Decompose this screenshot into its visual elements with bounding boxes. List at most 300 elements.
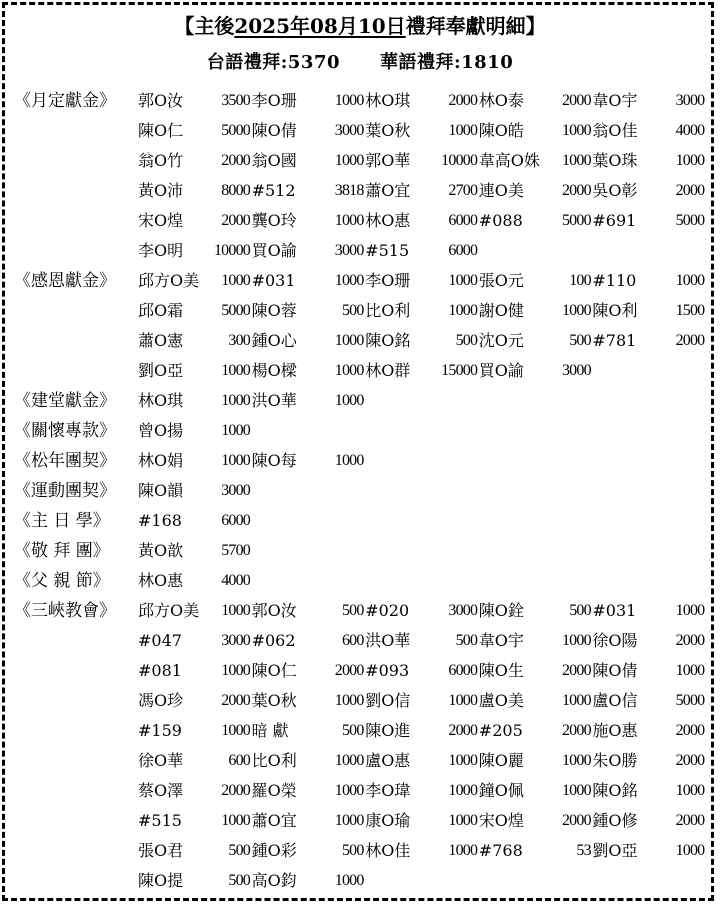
- donor-name: #031: [592, 601, 637, 620]
- donation-entry: [479, 746, 593, 776]
- donation-amount: 1000: [561, 752, 591, 769]
- donation-entry: [252, 836, 366, 866]
- donation-amount: 1000: [334, 92, 364, 109]
- title-suffix: 禮拜奉獻明細】: [405, 14, 546, 38]
- donation-amount: 10000: [213, 242, 250, 259]
- donation-entry: [252, 716, 366, 746]
- donation-entry: [138, 146, 252, 176]
- donor-name: 沈O元: [478, 331, 524, 350]
- offering-section: [0, 416, 720, 446]
- donation-entry: [365, 176, 479, 206]
- donor-name: 徐O陽: [592, 631, 638, 650]
- attendance-stats: [0, 50, 720, 76]
- donor-name: 黃O歆: [138, 541, 184, 560]
- donation-amount: 500: [341, 842, 364, 859]
- donation-amount: 2000: [675, 722, 705, 739]
- donation-amount: 2000: [334, 662, 364, 679]
- donation-amount: 1000: [221, 272, 250, 289]
- offering-section: [0, 506, 720, 536]
- donation-amount: 1000: [448, 272, 478, 289]
- donor-name: 鐘O佩: [478, 781, 524, 800]
- donation-amount: 2000: [675, 752, 705, 769]
- donation-entry: [365, 716, 479, 746]
- donor-grid: [138, 416, 706, 446]
- category-label: 《主 日 學》: [14, 511, 110, 531]
- donor-name: 盧O美: [478, 691, 524, 710]
- donation-entry: [252, 686, 366, 716]
- donation-amount: 600: [341, 632, 364, 649]
- donation-entry: [365, 206, 479, 236]
- donor-name: #088: [478, 211, 523, 230]
- offering-section: [0, 86, 720, 266]
- donor-name: #062: [251, 631, 296, 650]
- donation-amount: 1000: [334, 332, 364, 349]
- donor-grid: [138, 386, 706, 416]
- donation-amount: 2000: [561, 812, 591, 829]
- donation-entry: [138, 656, 252, 686]
- donation-entry: [365, 326, 479, 356]
- donor-name: 翁O竹: [138, 151, 184, 170]
- donation-entry: [592, 266, 706, 296]
- donation-entry: [592, 326, 706, 356]
- donation-amount: 500: [228, 842, 250, 859]
- donor-name: #047: [138, 631, 182, 650]
- donor-name: 翁O佳: [592, 121, 638, 140]
- donor-name: 陳O每: [251, 451, 297, 470]
- donor-name: 盧O惠: [365, 751, 411, 770]
- donation-entry: [365, 746, 479, 776]
- donation-amount: 1000: [221, 362, 250, 379]
- donation-amount: 2000: [561, 722, 591, 739]
- donation-entry: [592, 746, 706, 776]
- donor-name: 陳O仁: [251, 661, 297, 680]
- donor-grid: [138, 536, 706, 566]
- donation-amount: 3000: [334, 242, 364, 259]
- donation-amount: 6000: [448, 242, 478, 259]
- donor-name: #515: [138, 811, 182, 830]
- offering-section: [0, 596, 720, 896]
- donation-entry: [138, 416, 252, 446]
- donor-name: 林O惠: [365, 211, 411, 230]
- donor-name: 比O利: [365, 301, 411, 320]
- donation-amount: 3000: [334, 122, 364, 139]
- category-label: 《月定獻金》: [14, 91, 116, 111]
- donation-entry: [365, 146, 479, 176]
- donation-amount: 1000: [334, 392, 364, 409]
- donor-name: 宋O煌: [138, 211, 184, 230]
- donation-amount: 1000: [221, 392, 250, 409]
- donor-name: #168: [138, 511, 182, 530]
- donation-amount: 1000: [221, 812, 250, 829]
- donation-entry: [365, 86, 479, 116]
- donor-name: 翁O國: [251, 151, 297, 170]
- offering-section: [0, 446, 720, 476]
- donor-name: 蕭O憲: [138, 331, 184, 350]
- donation-entry: [365, 776, 479, 806]
- donation-amount: 1000: [561, 692, 591, 709]
- donor-name: 暗 獻: [251, 721, 289, 740]
- donor-name: 陳O倩: [251, 121, 297, 140]
- donation-entry: [252, 626, 366, 656]
- donation-amount: 2000: [561, 182, 591, 199]
- donor-name: #081: [138, 661, 182, 680]
- donation-amount: 6000: [448, 212, 478, 229]
- donation-entry: [252, 866, 366, 896]
- offering-section: [0, 266, 720, 386]
- donation-entry: [252, 596, 366, 626]
- donation-entry: [479, 626, 593, 656]
- donor-name: 陳O皓: [478, 121, 524, 140]
- donor-name: 李O珊: [365, 271, 411, 290]
- donation-amount: 2700: [448, 182, 478, 199]
- donor-name: 徐O華: [138, 751, 184, 770]
- donation-amount: 2000: [221, 782, 250, 799]
- donation-amount: 1000: [561, 122, 591, 139]
- donation-amount: 1000: [334, 812, 364, 829]
- donation-entry: [138, 626, 252, 656]
- donation-amount: 2000: [221, 692, 250, 709]
- donation-entry: [479, 206, 593, 236]
- donation-amount: 5000: [221, 122, 250, 139]
- donation-entry: [138, 386, 252, 416]
- donor-name: 韋O宇: [592, 91, 638, 110]
- donor-name: #093: [365, 661, 410, 680]
- donation-amount: 3818: [334, 182, 364, 199]
- donation-amount: 2000: [448, 722, 478, 739]
- donation-entry: [252, 806, 366, 836]
- donation-entry: [252, 656, 366, 686]
- donor-name: #159: [138, 721, 182, 740]
- donor-name: #031: [251, 271, 296, 290]
- donation-entry: [592, 656, 706, 686]
- donor-name: 林O琪: [138, 391, 184, 410]
- donor-name: 林O娟: [138, 451, 184, 470]
- donation-entry: [479, 296, 593, 326]
- donation-entry: [592, 716, 706, 746]
- donor-name: 高O鈞: [251, 871, 297, 890]
- donation-amount: 4000: [221, 572, 250, 589]
- donation-amount: 300: [228, 332, 250, 349]
- donor-name: 葉O秋: [365, 121, 411, 140]
- donation-entry: [138, 836, 252, 866]
- donor-name: 陳O銘: [592, 781, 638, 800]
- category-label: 《敬 拜 團》: [14, 541, 110, 561]
- donor-grid: [138, 86, 706, 266]
- donation-entry: [138, 206, 252, 236]
- donation-entry: [592, 686, 706, 716]
- donation-entry: [138, 506, 252, 536]
- donation-amount: 3000: [561, 362, 591, 379]
- donor-name: 林O琪: [365, 91, 411, 110]
- donor-grid: [138, 446, 706, 476]
- offering-section: [0, 386, 720, 416]
- donor-name: 黃O沛: [138, 181, 184, 200]
- donation-entry: [479, 656, 593, 686]
- donation-entry: [365, 356, 479, 386]
- donor-name: 邱方O美: [138, 271, 200, 290]
- title-prefix: 【主後: [174, 14, 235, 38]
- donation-entry: [592, 146, 706, 176]
- donation-amount: 2000: [221, 212, 250, 229]
- donation-entry: [365, 806, 479, 836]
- donation-entry: [592, 206, 706, 236]
- donation-amount: 15000: [441, 362, 478, 379]
- donation-amount: 5000: [675, 692, 705, 709]
- donation-amount: 1000: [221, 722, 250, 739]
- donor-name: 馮O珍: [138, 691, 184, 710]
- donation-entry: [592, 296, 706, 326]
- donation-entry: [138, 296, 252, 326]
- donation-amount: 5700: [221, 542, 250, 559]
- donation-amount: 1000: [448, 692, 478, 709]
- donor-name: #512: [251, 181, 296, 200]
- category-label: 《關懷專款》: [14, 421, 116, 441]
- donor-name: 李O瑋: [365, 781, 411, 800]
- donor-name: 陳O提: [138, 871, 184, 890]
- donor-name: #691: [592, 211, 637, 230]
- donor-name: 邱O霜: [138, 301, 184, 320]
- donor-name: 鍾O修: [592, 811, 638, 830]
- donor-name: 羅O榮: [251, 781, 297, 800]
- donor-name: 葉O秋: [251, 691, 297, 710]
- donor-name: 連O美: [478, 181, 524, 200]
- donation-amount: 1000: [448, 752, 478, 769]
- donation-amount: 1000: [561, 782, 591, 799]
- donation-entry: [252, 746, 366, 776]
- donation-amount: 2000: [561, 92, 591, 109]
- donor-name: 劉O亞: [138, 361, 184, 380]
- donation-entry: [365, 596, 479, 626]
- offering-section: [0, 476, 720, 506]
- category-label: 《建堂獻金》: [14, 391, 116, 411]
- donation-entry: [252, 356, 366, 386]
- donation-amount: 1000: [448, 842, 478, 859]
- donation-amount: 500: [455, 332, 478, 349]
- donation-amount: 3500: [221, 92, 250, 109]
- donation-entry: [365, 296, 479, 326]
- donation-amount: 3000: [221, 632, 250, 649]
- donor-grid: [138, 476, 706, 506]
- donation-amount: 1000: [675, 662, 705, 679]
- donor-name: 郭O汝: [138, 91, 184, 110]
- category-label: 《運動團契》: [14, 481, 116, 501]
- donation-amount: 2000: [675, 182, 705, 199]
- donation-entry: [592, 626, 706, 656]
- donation-entry: [138, 236, 252, 266]
- donor-name: #515: [365, 241, 410, 260]
- donation-amount: 2000: [675, 332, 705, 349]
- donation-amount: 1000: [561, 152, 591, 169]
- donation-entry: [138, 476, 252, 506]
- document-title: [0, 12, 720, 40]
- donor-name: 康O瑜: [365, 811, 411, 830]
- taiwanese-service-total: 台語禮拜:5370: [206, 52, 340, 73]
- offering-section: [0, 536, 720, 566]
- donor-name: 陳O銓: [478, 601, 524, 620]
- donor-name: 楊O樑: [251, 361, 297, 380]
- category-label: 《三峽教會》: [14, 601, 116, 621]
- donor-name: 陳O仁: [138, 121, 184, 140]
- donor-name: 吳O彰: [592, 181, 638, 200]
- donation-entry: [479, 266, 593, 296]
- donation-amount: 1000: [334, 752, 364, 769]
- donation-entry: [138, 566, 252, 596]
- donation-entry: [138, 86, 252, 116]
- donation-amount: 1000: [334, 452, 364, 469]
- donation-entry: [138, 356, 252, 386]
- donor-name: 邱方O美: [138, 601, 200, 620]
- donor-name: 比O利: [251, 751, 297, 770]
- donation-amount: 1000: [448, 302, 478, 319]
- donation-entry: [252, 86, 366, 116]
- donation-entry: [479, 176, 593, 206]
- donation-amount: 6000: [448, 662, 478, 679]
- donation-entry: [138, 446, 252, 476]
- donation-amount: 2000: [448, 92, 478, 109]
- donor-name: 陳O生: [478, 661, 524, 680]
- donation-amount: 500: [341, 302, 364, 319]
- donor-name: 韋高O姝: [478, 151, 540, 170]
- donor-name: 張O君: [138, 841, 184, 860]
- donor-name: 謝O健: [478, 301, 524, 320]
- donation-amount: 4000: [675, 122, 705, 139]
- donor-name: 林O群: [365, 361, 411, 380]
- donation-entry: [138, 686, 252, 716]
- donation-entry: [592, 86, 706, 116]
- donation-amount: 600: [228, 752, 250, 769]
- donation-amount: 500: [228, 872, 250, 889]
- donor-name: 陳O韻: [138, 481, 184, 500]
- donation-entry: [479, 716, 593, 746]
- donation-entry: [479, 806, 593, 836]
- donor-name: 陳O進: [365, 721, 411, 740]
- donation-entry: [479, 146, 593, 176]
- donation-amount: 3000: [448, 602, 478, 619]
- donation-entry: [479, 356, 593, 386]
- donor-name: 張O元: [478, 271, 524, 290]
- donor-name: 林O惠: [138, 571, 184, 590]
- donation-amount: 500: [569, 332, 591, 349]
- donor-name: 葉O珠: [592, 151, 638, 170]
- donation-entry: [138, 596, 252, 626]
- donor-name: #781: [592, 331, 637, 350]
- donation-entry: [365, 266, 479, 296]
- donor-name: 宋O煌: [478, 811, 524, 830]
- donation-entry: [252, 776, 366, 806]
- donation-entry: [479, 596, 593, 626]
- donation-amount: 1000: [561, 302, 591, 319]
- donation-entry: [365, 116, 479, 146]
- donor-name: 郭O汝: [251, 601, 297, 620]
- donor-name: 蕭O宜: [365, 181, 411, 200]
- donor-name: 陳O麗: [478, 751, 524, 770]
- donation-amount: 5000: [221, 302, 250, 319]
- donation-amount: 3000: [221, 482, 250, 499]
- donor-name: #205: [478, 721, 523, 740]
- donor-grid: [138, 566, 706, 596]
- donor-name: 洪O華: [365, 631, 411, 650]
- donation-amount: 1000: [561, 632, 591, 649]
- donor-name: 陳O利: [592, 301, 638, 320]
- donor-name: #020: [365, 601, 410, 620]
- donation-entry: [252, 296, 366, 326]
- donation-amount: 500: [455, 632, 478, 649]
- donation-entry: [365, 836, 479, 866]
- donor-name: 林O佳: [365, 841, 411, 860]
- category-label: 《感恩獻金》: [14, 271, 116, 291]
- donor-name: 蔡O澤: [138, 781, 184, 800]
- donation-amount: 1000: [221, 662, 250, 679]
- donation-entry: [365, 626, 479, 656]
- donation-amount: 2000: [561, 662, 591, 679]
- donor-name: 劉O信: [365, 691, 411, 710]
- donation-amount: 500: [569, 602, 591, 619]
- donation-amount: 1000: [221, 422, 250, 439]
- donation-amount: 1000: [334, 692, 364, 709]
- donor-name: 鍾O彩: [251, 841, 297, 860]
- donation-entry: [138, 266, 252, 296]
- donation-amount: 1000: [334, 272, 364, 289]
- donation-entry: [479, 116, 593, 146]
- donation-amount: 2000: [675, 812, 705, 829]
- donation-entry: [479, 686, 593, 716]
- donation-amount: 1500: [675, 302, 705, 319]
- donor-name: 蕭O宜: [251, 811, 297, 830]
- category-label: 《松年團契》: [14, 451, 116, 471]
- donation-entry: [479, 86, 593, 116]
- donation-entry: [365, 686, 479, 716]
- donor-name: 洪O華: [251, 391, 297, 410]
- donation-amount: 5000: [675, 212, 705, 229]
- donation-amount: 1000: [448, 122, 478, 139]
- donor-name: 施O惠: [592, 721, 638, 740]
- mandarin-service-total: 華語禮拜:1810: [380, 52, 514, 73]
- donor-name: 龔O玲: [251, 211, 297, 230]
- donation-amount: 1000: [221, 602, 250, 619]
- donor-name: 林O泰: [478, 91, 524, 110]
- offering-sections: [0, 86, 720, 896]
- donation-entry: [138, 536, 252, 566]
- donor-name: 鍾O心: [251, 331, 297, 350]
- donation-amount: 5000: [561, 212, 591, 229]
- donation-entry: [592, 776, 706, 806]
- donation-amount: 1000: [334, 152, 364, 169]
- donation-entry: [138, 716, 252, 746]
- donation-amount: 1000: [675, 602, 705, 619]
- donor-grid: [138, 266, 706, 386]
- donation-amount: 1000: [448, 812, 478, 829]
- donation-amount: 2000: [221, 152, 250, 169]
- donation-amount: 3000: [675, 92, 705, 109]
- donation-entry: [592, 176, 706, 206]
- donation-amount: 2000: [675, 632, 705, 649]
- donation-amount: 1000: [334, 872, 364, 889]
- donor-grid: [138, 596, 706, 896]
- donor-name: 李O珊: [251, 91, 297, 110]
- donor-grid: [138, 506, 706, 536]
- donor-name: #110: [592, 271, 637, 290]
- donation-entry: [138, 866, 252, 896]
- donation-entry: [252, 176, 366, 206]
- donation-entry: [138, 776, 252, 806]
- donation-entry: [252, 236, 366, 266]
- donation-amount: 1000: [675, 782, 705, 799]
- donation-amount: 1000: [334, 212, 364, 229]
- donation-entry: [252, 146, 366, 176]
- donation-entry: [592, 806, 706, 836]
- service-date: 2025年08月10日: [234, 14, 406, 38]
- donation-entry: [252, 206, 366, 236]
